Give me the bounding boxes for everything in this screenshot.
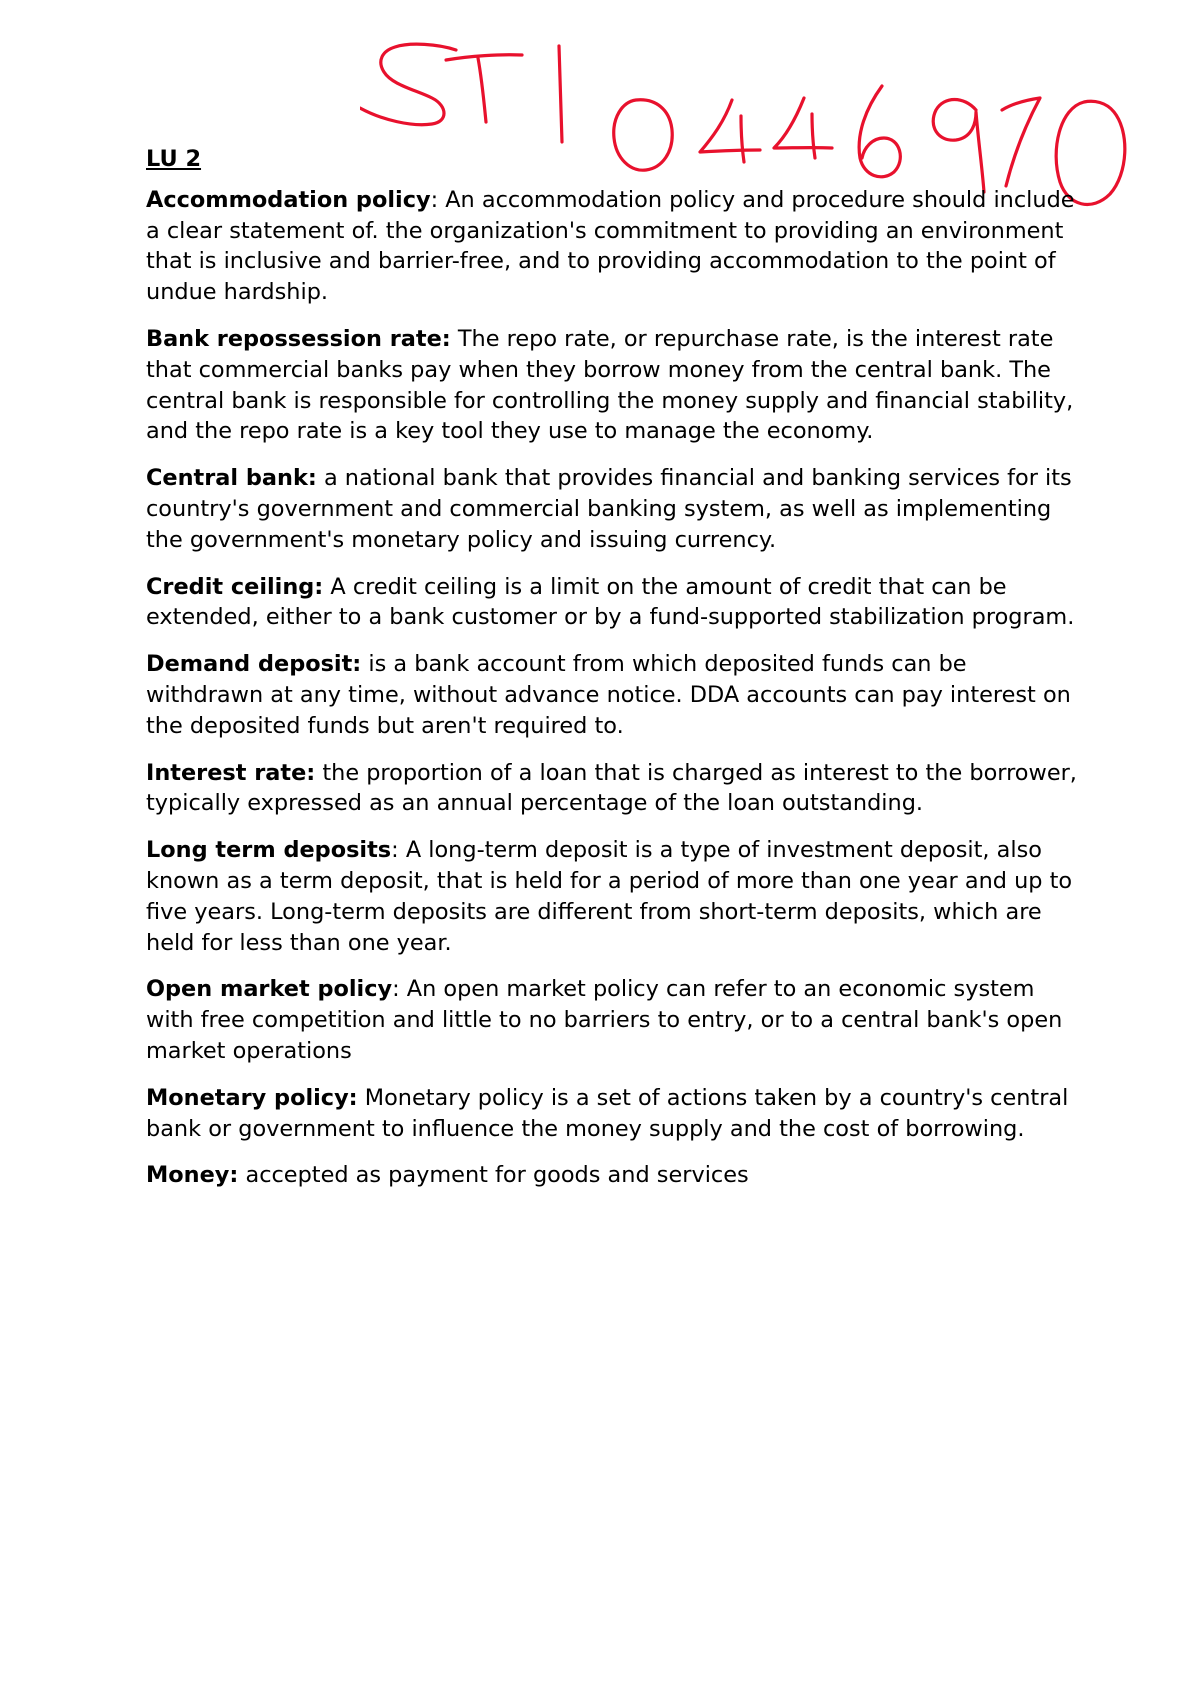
glossary-definition: A long-term deposit is a type of investment deposit, also known as a term deposit, that is held for a period of more than one year and up to five years. Long-term deposits are different from short-term deposits, which are held for less than one year.: [146, 837, 1073, 956]
glossary-term: Money:: [146, 1162, 239, 1189]
handwritten-id-text: ST10446970: [360, 30, 366, 31]
glossary-content: [146, 144, 1086, 1207]
glossary-definition: a national bank that provides financial and banking services for its country's government and commercial banking system, as well as implementing the government's monetary policy and issuing currency.: [146, 465, 1072, 553]
glossary-term: Open market policy: [146, 976, 393, 1003]
glossary-entry: [146, 1160, 1086, 1191]
glossary-definition: Monetary policy is a set of actions taken by a country's central bank or government to influence the money supply and the cost of borrowing.: [146, 1084, 1069, 1142]
glossary-entry: [146, 185, 1086, 308]
glossary-term: Monetary policy:: [146, 1084, 358, 1111]
glossary-definition: An open market policy can refer to an economic system with free competition and little to no barriers to entry, or to a central bank's open market operations: [146, 976, 1063, 1064]
term-separator: :: [430, 186, 446, 213]
glossary-entry: [146, 835, 1086, 958]
glossary-definition: The repo rate, or repurchase rate, is the interest rate that commercial banks pay when they borrow money from the central bank. The central bank is responsible for controlling the money supply and financial stability, and the repo rate is a key tool they use to manage the economy.: [146, 325, 1074, 445]
glossary-entry: [146, 974, 1086, 1066]
unit-heading: LU 2: [146, 146, 202, 172]
term-separator: :: [392, 976, 407, 1003]
glossary-term: Credit ceiling:: [146, 573, 324, 600]
term-separator: [358, 1085, 365, 1111]
glossary-list: [146, 185, 1086, 1191]
glossary-entry: [146, 463, 1086, 555]
term-separator: [317, 465, 324, 491]
glossary-entry: [146, 649, 1086, 741]
term-separator: :: [391, 837, 406, 864]
glossary-definition: is a bank account from which deposited funds can be withdrawn at any time, without advance notice. DDA accounts can pay interest on the deposited funds but aren't required to.: [146, 651, 1071, 739]
glossary-definition: A credit ceiling is a limit on the amount of credit that can be extended, either to a bank customer or by a fund-supported stabilization program.: [146, 573, 1075, 631]
term-separator: [451, 326, 458, 352]
glossary-entry: [146, 324, 1086, 447]
glossary-definition: An accommodation policy and procedure should include a clear statement of. the organization's commitment to providing an environment that is inclusive and barrier-free, and to providing accommodation to the point of undue hardship.: [146, 186, 1075, 306]
glossary-entry: [146, 758, 1086, 820]
glossary-entry: [146, 572, 1086, 634]
glossary-term: Long term deposits: [146, 837, 392, 864]
glossary-definition: accepted as payment for goods and services: [245, 1162, 749, 1189]
glossary-term: Demand deposit:: [146, 651, 362, 678]
glossary-term: Central bank:: [146, 465, 317, 492]
glossary-definition: the proportion of a loan that is charged as interest to the borrower, typically expressed as an annual percentage of the loan outstanding.: [146, 759, 1077, 817]
glossary-entry: [146, 1083, 1086, 1145]
glossary-term: Bank repossession rate:: [146, 325, 451, 352]
glossary-term: Interest rate:: [146, 759, 316, 786]
glossary-term: Accommodation policy: [146, 186, 431, 213]
